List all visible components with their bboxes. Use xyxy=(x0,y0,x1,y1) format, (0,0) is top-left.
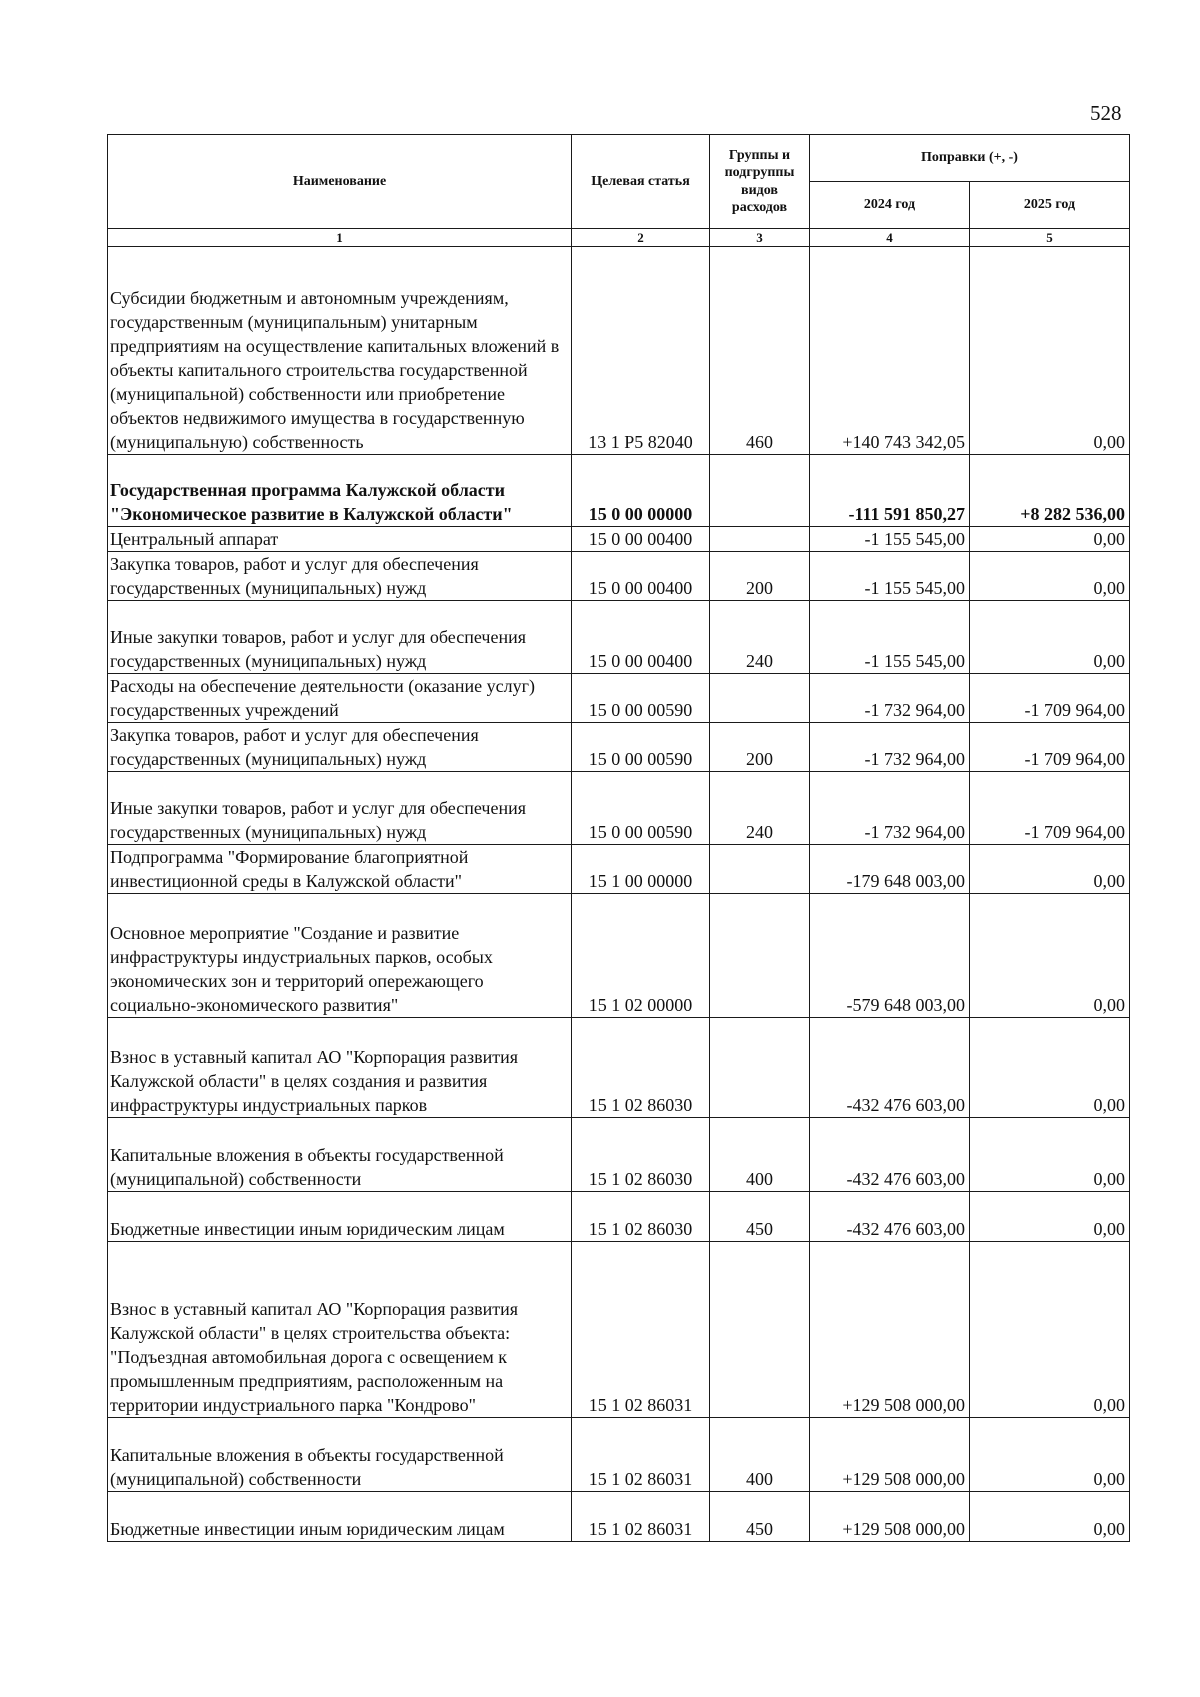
row-code: 13 1 P5 82040 xyxy=(572,247,710,455)
table-row xyxy=(108,674,1130,723)
table-row xyxy=(108,1492,1130,1542)
row-amount-2025: 0,00 xyxy=(970,894,1130,1018)
row-amount-2025: 0,00 xyxy=(970,1118,1130,1192)
row-name: Государственная программа Калужской области "Экономическое развитие в Калужской области" xyxy=(108,455,572,527)
row-amount-2025: -1 709 964,00 xyxy=(970,772,1130,845)
row-code: 15 1 02 86030 xyxy=(572,1192,710,1242)
table-row xyxy=(108,1418,1130,1492)
table-row xyxy=(108,723,1130,772)
row-name: Бюджетные инвестиции иным юридическим лицам xyxy=(108,1492,572,1542)
row-amount-2024: -1 155 545,00 xyxy=(810,552,970,601)
row-amount-2024: -1 732 964,00 xyxy=(810,674,970,723)
table-row xyxy=(108,1018,1130,1118)
row-amount-2025: 0,00 xyxy=(970,1242,1130,1418)
row-amount-2025: 0,00 xyxy=(970,552,1130,601)
column-number-3: 3 xyxy=(710,229,810,247)
budget-table xyxy=(107,134,1130,1542)
row-amount-2024: -1 732 964,00 xyxy=(810,723,970,772)
row-amount-2024: -179 648 003,00 xyxy=(810,845,970,894)
row-code: 15 0 00 00000 xyxy=(572,455,710,527)
row-name: Иные закупки товаров, работ и услуг для обеспечения государственных (муниципальных) нужд xyxy=(108,772,572,845)
row-code: 15 0 00 00400 xyxy=(572,527,710,552)
table-row xyxy=(108,527,1130,552)
row-code: 15 0 00 00400 xyxy=(572,601,710,674)
table-row xyxy=(108,247,1130,455)
row-group: 400 xyxy=(710,1418,810,1492)
row-code: 15 0 00 00590 xyxy=(572,723,710,772)
row-group: 240 xyxy=(710,601,810,674)
table-row xyxy=(108,772,1130,845)
row-name: Закупка товаров, работ и услуг для обеспечения государственных (муниципальных) нужд xyxy=(108,723,572,772)
header-year-2025: 2025 год xyxy=(970,182,1130,229)
table-row xyxy=(108,601,1130,674)
row-amount-2024: -432 476 603,00 xyxy=(810,1192,970,1242)
row-group: 200 xyxy=(710,552,810,601)
row-group xyxy=(710,894,810,1018)
row-amount-2025: 0,00 xyxy=(970,1192,1130,1242)
row-group: 460 xyxy=(710,247,810,455)
column-number-2: 2 xyxy=(572,229,710,247)
row-group: 450 xyxy=(710,1192,810,1242)
row-group: 240 xyxy=(710,772,810,845)
row-name: Взнос в уставный капитал АО "Корпорация развития Калужской области" в целях создания и развития инфраструктуры индустриальных парков xyxy=(108,1018,572,1118)
column-number-5: 5 xyxy=(970,229,1130,247)
row-name: Взнос в уставный капитал АО "Корпорация развития Калужской области" в целях строительства объекта: "Подъездная автомобильная дорога с освещением к промышленным предприятиям, расположенным на территории индустриального парка "Кондрово" xyxy=(108,1242,572,1418)
row-amount-2024: -1 155 545,00 xyxy=(810,601,970,674)
row-code: 15 1 02 00000 xyxy=(572,894,710,1018)
table-row xyxy=(108,845,1130,894)
table-row xyxy=(108,1192,1130,1242)
row-amount-2024: -432 476 603,00 xyxy=(810,1118,970,1192)
row-name: Капитальные вложения в объекты государственной (муниципальной) собственности xyxy=(108,1418,572,1492)
row-code: 15 0 00 00590 xyxy=(572,674,710,723)
row-code: 15 0 00 00590 xyxy=(572,772,710,845)
row-name: Основное мероприятие "Создание и развитие инфраструктуры индустриальных парков, особых экономических зон и территорий опережающего социально-экономического развития" xyxy=(108,894,572,1018)
header-year-2024: 2024 год xyxy=(810,182,970,229)
row-code: 15 1 02 86030 xyxy=(572,1018,710,1118)
row-amount-2025: -1 709 964,00 xyxy=(970,723,1130,772)
row-amount-2024: -579 648 003,00 xyxy=(810,894,970,1018)
row-amount-2024: -432 476 603,00 xyxy=(810,1018,970,1118)
row-name: Иные закупки товаров, работ и услуг для обеспечения государственных (муниципальных) нужд xyxy=(108,601,572,674)
row-group xyxy=(710,845,810,894)
row-amount-2025: 0,00 xyxy=(970,247,1130,455)
row-name: Бюджетные инвестиции иным юридическим лицам xyxy=(108,1192,572,1242)
row-name: Расходы на обеспечение деятельности (оказание услуг) государственных учреждений xyxy=(108,674,572,723)
row-code: 15 1 02 86031 xyxy=(572,1492,710,1542)
row-amount-2024: +129 508 000,00 xyxy=(810,1418,970,1492)
row-amount-2024: -1 155 545,00 xyxy=(810,527,970,552)
row-group xyxy=(710,674,810,723)
row-code: 15 1 02 86030 xyxy=(572,1118,710,1192)
row-code: 15 0 00 00400 xyxy=(572,552,710,601)
row-group xyxy=(710,455,810,527)
row-amount-2025: 0,00 xyxy=(970,527,1130,552)
row-amount-2025: 0,00 xyxy=(970,1018,1130,1118)
row-group xyxy=(710,1018,810,1118)
table-row xyxy=(108,894,1130,1018)
row-code: 15 1 02 86031 xyxy=(572,1418,710,1492)
row-group xyxy=(710,1242,810,1418)
table-row xyxy=(108,1242,1130,1418)
row-group: 200 xyxy=(710,723,810,772)
table-row xyxy=(108,1118,1130,1192)
row-name: Подпрограмма "Формирование благоприятной инвестиционной среды в Калужской области" xyxy=(108,845,572,894)
row-amount-2025: 0,00 xyxy=(970,1418,1130,1492)
header-expense-groups: Группы и подгруппы видов расходов xyxy=(710,135,810,229)
row-name: Капитальные вложения в объекты государственной (муниципальной) собственности xyxy=(108,1118,572,1192)
row-amount-2025: 0,00 xyxy=(970,1492,1130,1542)
row-group: 400 xyxy=(710,1118,810,1192)
row-code: 15 1 02 86031 xyxy=(572,1242,710,1418)
row-amount-2025: -1 709 964,00 xyxy=(970,674,1130,723)
row-amount-2024: +129 508 000,00 xyxy=(810,1242,970,1418)
row-amount-2025: 0,00 xyxy=(970,845,1130,894)
row-amount-2024: -1 732 964,00 xyxy=(810,772,970,845)
table-row xyxy=(108,552,1130,601)
page-number: 528 xyxy=(1090,101,1122,125)
row-name: Центральный аппарат xyxy=(108,527,572,552)
row-name: Закупка товаров, работ и услуг для обеспечения государственных (муниципальных) нужд xyxy=(108,552,572,601)
row-code: 15 1 00 00000 xyxy=(572,845,710,894)
row-amount-2024: +140 743 342,05 xyxy=(810,247,970,455)
header-amendments: Поправки (+, -) xyxy=(810,135,1130,182)
row-amount-2025: 0,00 xyxy=(970,601,1130,674)
row-name: Субсидии бюджетным и автономным учреждениям, государственным (муниципальным) унитарным предприятиям на осуществление капитальных вложений в объекты капитального строительства государственной (муниципальной) собственности или приобретение объектов недвижимого имущества в государственную (муниципальную) собственность xyxy=(108,247,572,455)
row-amount-2025: +8 282 536,00 xyxy=(970,455,1130,527)
table-row xyxy=(108,455,1130,527)
column-number-4: 4 xyxy=(810,229,970,247)
row-amount-2024: -111 591 850,27 xyxy=(810,455,970,527)
header-name: Наименование xyxy=(108,135,572,229)
header-target-article: Целевая статья xyxy=(572,135,710,229)
row-amount-2024: +129 508 000,00 xyxy=(810,1492,970,1542)
row-group xyxy=(710,527,810,552)
row-group: 450 xyxy=(710,1492,810,1542)
column-number-1: 1 xyxy=(108,229,572,247)
